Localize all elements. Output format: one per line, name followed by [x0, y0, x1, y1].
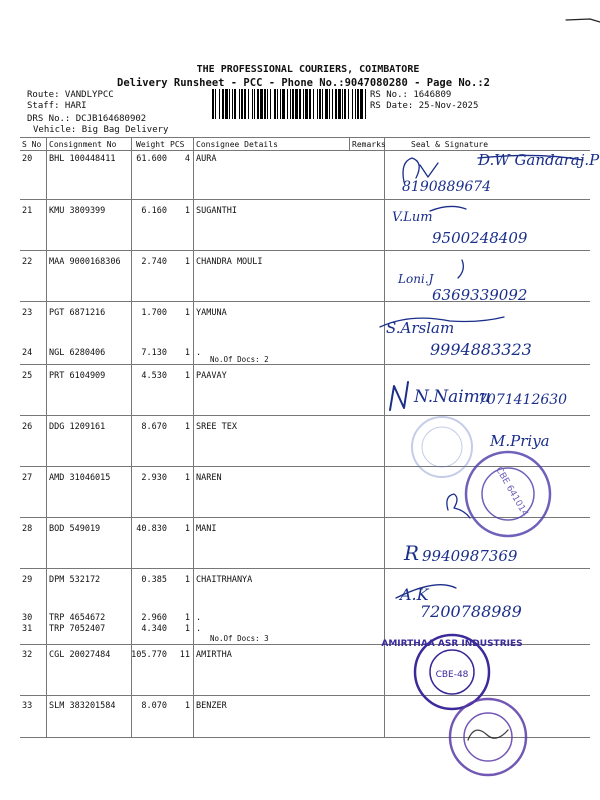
row-consignee: PAAVAY	[196, 371, 227, 381]
row-sno: 27	[22, 473, 33, 483]
signature-number: 9940987369	[422, 547, 518, 565]
col-pcs: PCS	[170, 140, 185, 149]
row-consignment: MAA 9000168306	[49, 257, 121, 267]
row-consignment: DPM 532172	[49, 575, 101, 585]
signature-number: 8190889674	[402, 179, 492, 195]
signature-text: R	[404, 541, 420, 565]
signature-row-20	[402, 151, 600, 195]
col-consignment: Consignment No	[49, 140, 117, 149]
col-weight: Weight	[136, 140, 165, 149]
row-weight: 8.070	[141, 701, 167, 711]
row-weight: 40.830	[136, 524, 167, 534]
row-weight: 4.340	[141, 624, 167, 634]
row-sno: 20	[22, 154, 33, 164]
col-sno: S No	[22, 140, 42, 149]
row-sno: 31	[22, 624, 33, 634]
stamp-text: CBE-48	[435, 670, 469, 680]
row-consignment: BOD 549019	[49, 524, 101, 534]
row-consignee: CHAITRHANYA	[196, 575, 253, 585]
row-consignment: NGL 6280406	[49, 348, 106, 358]
row-consignee: NAREN	[196, 473, 222, 483]
row-consignment: BHL 100448411	[49, 154, 116, 164]
row-weight: 1.700	[141, 308, 167, 318]
row-consignee: AURA	[196, 154, 217, 164]
row-consignee: MANI	[196, 524, 217, 534]
signature-text: N.Naimu	[414, 387, 491, 407]
row-pcs: 1	[184, 422, 190, 432]
signature-row-21	[392, 206, 528, 247]
row-sno: 26	[22, 422, 33, 432]
signature-number: 7071412630	[478, 392, 568, 408]
row-sno: 23	[22, 308, 33, 318]
row-consignee: BENZER	[196, 701, 227, 711]
row-consignment: PGT 6871216	[49, 308, 106, 318]
row-consignee: SUGANTHI	[196, 206, 237, 216]
staff-label: Staff: HARI	[27, 101, 87, 111]
row-sno: 24	[22, 348, 33, 358]
row-sno: 30	[22, 613, 33, 623]
signature-row-26	[489, 432, 550, 450]
row-consignment: PRT 6104909	[49, 371, 106, 381]
row-weight: 2.960	[141, 613, 167, 623]
row-consignee: SREE TEX	[196, 422, 237, 432]
row-consignment: TRP 7052407	[49, 624, 106, 634]
row-consignee: .	[196, 624, 202, 634]
row-consignee: AMIRTHA	[196, 650, 232, 660]
row-pcs: 1	[184, 257, 190, 267]
row-pcs: 1	[184, 308, 190, 318]
row-pcs: 1	[184, 613, 190, 623]
row-sno: 22	[22, 257, 33, 267]
signature-text: V.Lum	[392, 210, 433, 225]
signature-row-25	[390, 382, 567, 410]
row-weight: 2.740	[141, 257, 167, 267]
row-weight: 0.385	[141, 575, 167, 585]
row-sno: 25	[22, 371, 33, 381]
row-weight: 2.930	[141, 473, 167, 483]
docs-note: No.Of Docs: 3	[210, 634, 269, 643]
stamp-text: CBE 641014	[493, 465, 530, 519]
row-pcs: 11	[179, 650, 190, 660]
company-stamp-benzer	[450, 699, 526, 775]
signature-number: 7200788989	[420, 602, 522, 621]
row-consignee: .	[196, 613, 202, 623]
route-label: Route: VANDLYPCC	[27, 90, 114, 100]
signature-number: 6369339092	[432, 286, 528, 304]
signature-text: D.W Gandaraj.P	[478, 151, 600, 169]
row-pcs: 4	[184, 154, 190, 164]
row-weight: 7.130	[141, 348, 167, 358]
col-consignee: Consignee Details	[196, 140, 278, 149]
signature-text: S.Arslam	[386, 319, 455, 337]
signature-text: A.K	[400, 585, 429, 604]
company-stamp-cbe	[466, 452, 550, 536]
signature-row-29	[396, 585, 522, 621]
row-pcs: 1	[184, 701, 190, 711]
col-remarks: Remarks	[352, 140, 386, 149]
rs-number: RS No.: 1646809	[370, 90, 452, 100]
row-consignee: YAMUNA	[196, 308, 227, 318]
row-pcs: 1	[184, 473, 190, 483]
vehicle-label: Vehicle: Big Bag Delivery	[33, 125, 169, 135]
signature-row-22	[397, 260, 527, 304]
row-pcs: 1	[184, 575, 190, 585]
row-consignment: CGL 20027484	[49, 650, 111, 660]
row-consignee: CHANDRA MOULI	[196, 257, 263, 267]
signature-row-28	[403, 541, 518, 565]
row-consignment: TRP 4654672	[49, 613, 106, 623]
row-sno: 32	[22, 650, 33, 660]
drs-label: DRS No.: DCJB164680902	[27, 114, 147, 124]
stamp-text: AMIRTHAA ASR INDUSTRIES	[381, 639, 523, 649]
row-sno: 29	[22, 575, 33, 585]
row-weight: 61.600	[136, 154, 167, 164]
row-consignment: SLM 383201584	[49, 701, 116, 711]
row-weight: 8.670	[141, 422, 167, 432]
row-weight: 6.160	[141, 206, 167, 216]
row-weight: 105.770	[131, 650, 167, 660]
faint-stamp	[412, 417, 472, 477]
runsheet-title: Delivery Runsheet - PCC - Phone No.:9047080280 - Page No.:2	[117, 77, 490, 89]
col-seal: Seal & Signature	[411, 140, 489, 149]
row-pcs: 1	[184, 624, 190, 634]
row-consignment: AMD 31046015	[49, 473, 111, 483]
signature-text: M.Priya	[490, 432, 550, 450]
signature-number: 9994883323	[430, 340, 532, 359]
row-sno: 28	[22, 524, 33, 534]
row-weight: 4.530	[141, 371, 167, 381]
company-stamp-amirthaa	[381, 635, 522, 709]
row-consignee: .	[196, 348, 202, 358]
row-sno: 33	[22, 701, 33, 711]
row-sno: 21	[22, 206, 33, 216]
row-pcs: 1	[184, 348, 190, 358]
row-pcs: 1	[184, 371, 190, 381]
row-pcs: 1	[184, 524, 190, 534]
signature-row-23	[380, 317, 532, 359]
signature-number: 9500248409	[432, 229, 528, 247]
signature-text: Loni.J	[398, 272, 434, 286]
company-title: THE PROFESSIONAL COURIERS, COIMBATORE	[196, 64, 420, 75]
docs-note: No.Of Docs: 2	[210, 355, 269, 364]
row-consignment: KMU 3809399	[49, 206, 106, 216]
rs-date: RS Date: 25-Nov-2025	[370, 101, 479, 111]
row-consignment: DDG 1209161	[49, 422, 106, 432]
row-pcs: 1	[184, 206, 190, 216]
